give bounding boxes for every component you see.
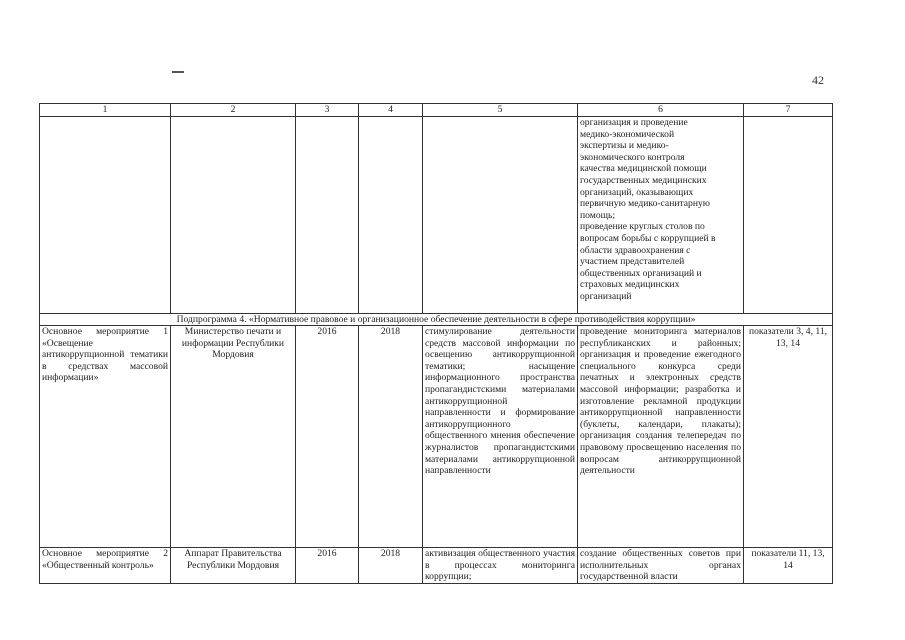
- column-number: 3: [296, 104, 359, 117]
- start-year: 2016: [296, 548, 359, 584]
- main-activities: создание общественных советов при исполнительных органах государственной власти: [578, 548, 744, 584]
- column-number: 1: [40, 104, 171, 117]
- expected-result: стимулирование деятельности средств массовой информации по освещению антикоррупционной тематики; насыщение информационного пространства пропагандистскими материалами антикоррупционной направленности и формирование антикоррупционного общественного мнения обеспечение журналистов пропагандистскими материалами антикоррупционной направленности: [423, 326, 578, 548]
- table-row: [40, 326, 833, 548]
- column-number: 7: [744, 104, 833, 117]
- subprogram-row: [40, 314, 833, 326]
- column-number: 5: [423, 104, 578, 117]
- continuation-col6: организация и проведение медико-экономической экспертизы и медико- экономического контроля качества медицинской помощи государственных медицинских организаций, оказывающих первичную медико-санитарную помощь; проведение круглых столов по вопросам борьбы с коррупцией в области здравоохранения с участием представителей общественных организаций и страховых медицинских организаций: [578, 117, 744, 314]
- responsible-executor: Аппарат Правительства Республики Мордовия: [171, 548, 296, 584]
- end-year: 2018: [359, 326, 423, 548]
- end-year: 2018: [359, 548, 423, 584]
- start-year: 2016: [296, 326, 359, 548]
- indicators: показатели 3, 4, 11, 13, 14: [744, 326, 833, 548]
- measure-name: Основное мероприятие 2 «Общественный контроль»: [40, 548, 171, 584]
- measures-table: [39, 103, 833, 584]
- subprogram-title: Подпрограмма 4. «Нормативное правовое и организационное обеспечение деятельности в сфере противодействия коррупции»: [40, 314, 833, 326]
- main-activities: проведение мониторинга материалов республиканских и районных; организация и проведение ежегодного специального конкурса среди печатных и электронных средств массовой информации; разработка и изготовление рекламной продукции антикоррупционной направленности (буклеты, календари, плакаты); организация создания телепередач по правовому просвещению населения по вопросам антикоррупционной деятельности: [578, 326, 744, 548]
- measure-name: Основное мероприятие 1 «Освещение антикоррупционной тематики в средствах массовой информации»: [40, 326, 171, 548]
- table-row: [40, 548, 833, 584]
- expected-result: активизация общественного участия в процессах мониторинга коррупции;: [423, 548, 578, 584]
- column-number: 2: [171, 104, 296, 117]
- column-numbers-row: [40, 104, 833, 117]
- responsible-executor: Министерство печати и информации Республики Мордовия: [171, 326, 296, 548]
- scan-mark: [172, 71, 184, 73]
- page-number: 42: [812, 73, 824, 87]
- column-number: 4: [359, 104, 423, 117]
- continuation-row: [40, 117, 833, 314]
- indicators: показатели 11, 13, 14: [744, 548, 833, 584]
- column-number: 6: [578, 104, 744, 117]
